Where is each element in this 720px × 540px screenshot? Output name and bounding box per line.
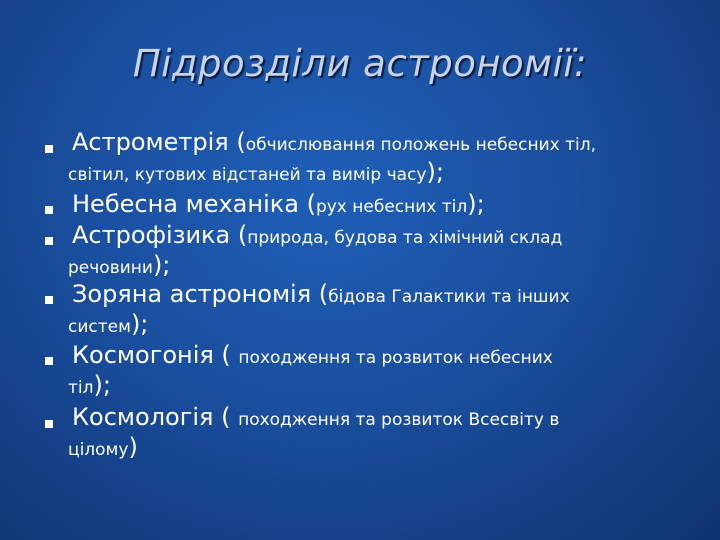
item-paren-open: ( bbox=[213, 341, 239, 369]
item-term: Небесна механіка bbox=[72, 190, 299, 218]
item-line-1 bbox=[72, 403, 559, 431]
slide-title: Підрозділи астрономії: bbox=[132, 42, 588, 85]
bullet-icon bbox=[45, 206, 53, 214]
item-term: Астрофізика bbox=[72, 221, 231, 249]
bullet-icon bbox=[45, 237, 53, 245]
bullet-icon bbox=[45, 420, 53, 428]
item-paren-close: ); bbox=[93, 371, 111, 399]
item-line-1 bbox=[72, 280, 570, 308]
item-detail: природа, будова та хімічний склад bbox=[247, 228, 563, 248]
item-detail: речовини bbox=[68, 258, 153, 278]
item-term: Космогонія bbox=[72, 341, 214, 369]
bullet-icon bbox=[45, 145, 53, 153]
item-paren-close: ); bbox=[152, 251, 171, 279]
item-paren-close: ); bbox=[130, 310, 149, 338]
item-line-2 bbox=[68, 371, 111, 399]
item-detail: обчислювання положень небесних тіл, bbox=[245, 135, 596, 155]
item-paren-close: ); bbox=[467, 190, 485, 218]
item-detail: тіл bbox=[68, 378, 94, 398]
item-detail: походження та розвиток небесних bbox=[238, 348, 553, 368]
item-line-1 bbox=[72, 128, 596, 156]
item-paren-close: ); bbox=[426, 158, 444, 186]
item-detail: рух небесних тіл bbox=[315, 197, 468, 217]
item-term: Астрометрія bbox=[72, 128, 229, 156]
item-paren-open: ( bbox=[298, 190, 316, 218]
item-term: Космологія bbox=[72, 403, 214, 431]
item-detail: походження та розвиток Всесвіту в bbox=[238, 410, 560, 430]
item-detail: систем bbox=[68, 317, 131, 337]
item-detail: бідова Галактики та інших bbox=[328, 287, 570, 307]
item-paren-open: ( bbox=[311, 280, 329, 308]
item-paren-open: ( bbox=[213, 403, 239, 431]
item-line-2 bbox=[68, 310, 148, 338]
item-term: Зоряна астрономія bbox=[72, 280, 312, 308]
bullet-icon bbox=[45, 357, 53, 365]
bullet-icon bbox=[45, 296, 53, 304]
item-line-1 bbox=[72, 190, 485, 218]
item-paren-open: ( bbox=[230, 221, 248, 249]
item-line-1 bbox=[72, 221, 562, 249]
item-paren-close: ) bbox=[128, 433, 138, 461]
item-line-2 bbox=[68, 251, 170, 279]
item-line-2 bbox=[68, 433, 138, 461]
item-detail: світил, кутових відстаней та вимір часу bbox=[68, 165, 427, 185]
item-line-1 bbox=[72, 341, 553, 369]
item-line-2 bbox=[68, 158, 444, 186]
item-detail: цілому bbox=[68, 440, 129, 460]
item-paren-open: ( bbox=[228, 128, 246, 156]
